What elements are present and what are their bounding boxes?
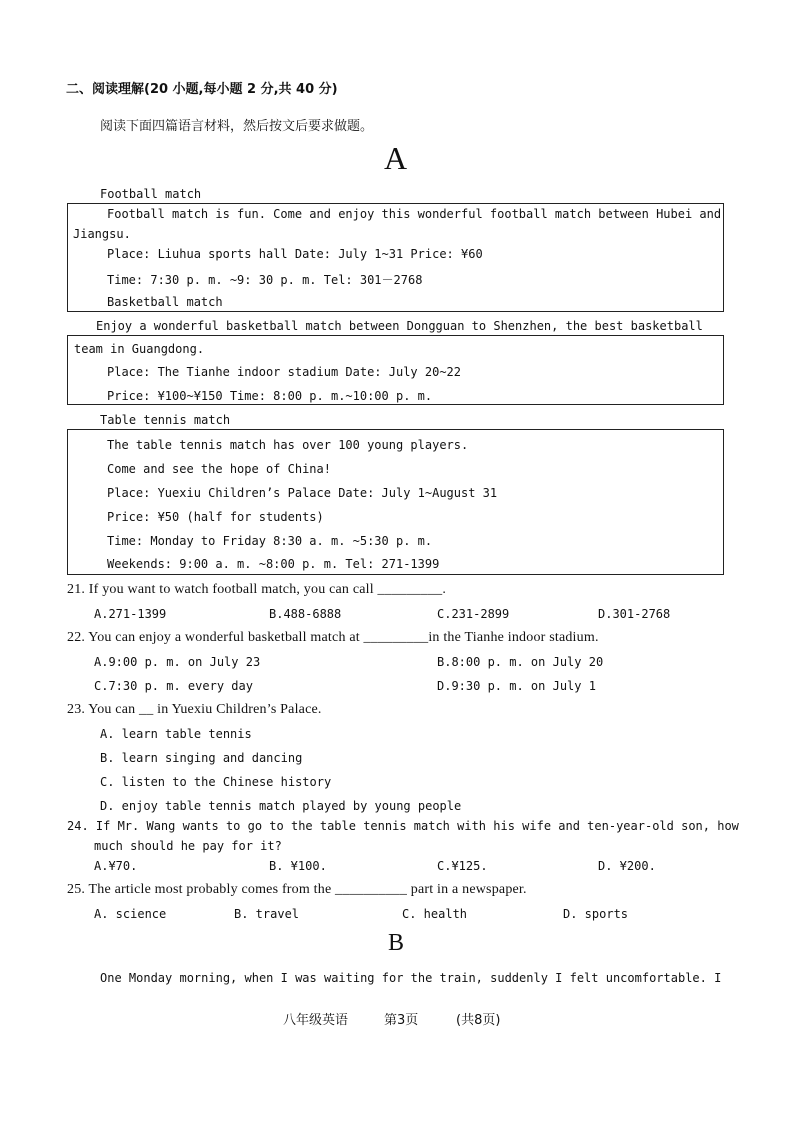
q22-option-b: B.8:00 p. m. on July 20 [437,655,604,669]
q22-option-d: D.9:30 p. m. on July 1 [437,679,596,693]
q21-option-d: D.301-2768 [598,607,671,621]
football-place: Place: Liuhua sports hall Date: July 1~31 Price: ¥60 [107,247,483,261]
q24-option-c: C.¥125. [437,859,488,873]
tabletennis-line2: Come and see the hope of China! [107,462,331,476]
q24-stem-line2: much should he pay for it? [94,839,282,853]
passage-a-letter: A [384,140,408,176]
football-title: Football match [100,187,202,201]
football-time: Time: 7:30 p. m. ~9: 30 p. m. Tel: 301－2768 [107,273,423,287]
q22-option-c: C.7:30 p. m. every day [94,679,253,693]
q23-option-d: D. enjoy table tennis match played by young people [100,799,462,813]
q23-stem: 23. You can __ in Yuexiu Children’s Palace. [67,702,322,717]
q25-option-d: D. sports [563,907,629,921]
q22-stem: 22. You can enjoy a wonderful basketball match at _________in the Tianhe indoor stadium. [67,630,599,645]
tabletennis-price: Price: ¥50 (half for students) [107,510,324,524]
q24-option-b: B. ¥100. [269,859,327,873]
football-line2: Jiangsu. [73,227,131,241]
q23-option-c: C. listen to the Chinese history [100,775,332,789]
q24-option-d: D. ¥200. [598,859,656,873]
basketball-price: Price: ¥100~¥150 Time: 8:00 p. m.~10:00 p. m. [107,389,433,403]
q25-option-b: B. travel [234,907,300,921]
tabletennis-weekends: Weekends: 9:00 a. m. ~8:00 p. m. Tel: 271-1399 [107,557,440,571]
q22-option-a: A.9:00 p. m. on July 23 [94,655,261,669]
football-line1: Football match is fun. Come and enjoy this wonderful football match between Hubei and [107,207,722,221]
q24-stem-line1: 24. If Mr. Wang wants to go to the table tennis match with his wife and ten-year-old son, how [67,819,739,833]
basketball-place: Place: The Tianhe indoor stadium Date: July 20~22 [107,365,462,379]
passage-b-letter: B [388,930,405,956]
footer-page: 第3页 [384,1013,419,1028]
instruction: 阅读下面四篇语言材料，然后按文后要求做题。 [100,119,374,134]
q25-stem: 25. The article most probably comes from the __________ part in a newspaper. [67,882,527,897]
section-heading: 二、阅读理解(20 小题,每小题 2 分,共 40 分) [66,82,338,97]
footer-subject: 八年级英语 [283,1013,349,1028]
q23-option-b: B. learn singing and dancing [100,751,303,765]
q25-option-a: A. science [94,907,167,921]
tabletennis-title: Table tennis match [100,413,231,427]
tabletennis-line1: The table tennis match has over 100 young players. [107,438,469,452]
basketball-title: Basketball match [107,295,223,309]
basketball-line1: Enjoy a wonderful basketball match between Dongguan to Shenzhen, the best basketball [96,319,703,333]
tabletennis-place: Place: Yuexiu Children’s Palace Date: July 1~August 31 [107,486,498,500]
q21-option-a: A.271-1399 [94,607,167,621]
footer-total: (共8页) [456,1013,501,1028]
basketball-line2: team in Guangdong. [74,342,205,356]
q21-stem: 21. If you want to watch football match, you can call _________. [67,582,447,597]
q21-option-b: B.488-6888 [269,607,342,621]
q24-option-a: A.¥70. [94,859,138,873]
q23-option-a: A. learn table tennis [100,727,252,741]
passage-b-line1: One Monday morning, when I was waiting for the train, suddenly I felt uncomfortable. I [100,971,722,985]
q25-option-c: C. health [402,907,468,921]
q21-option-c: C.231-2899 [437,607,510,621]
tabletennis-time: Time: Monday to Friday 8:30 a. m. ~5:30 p. m. [107,534,433,548]
